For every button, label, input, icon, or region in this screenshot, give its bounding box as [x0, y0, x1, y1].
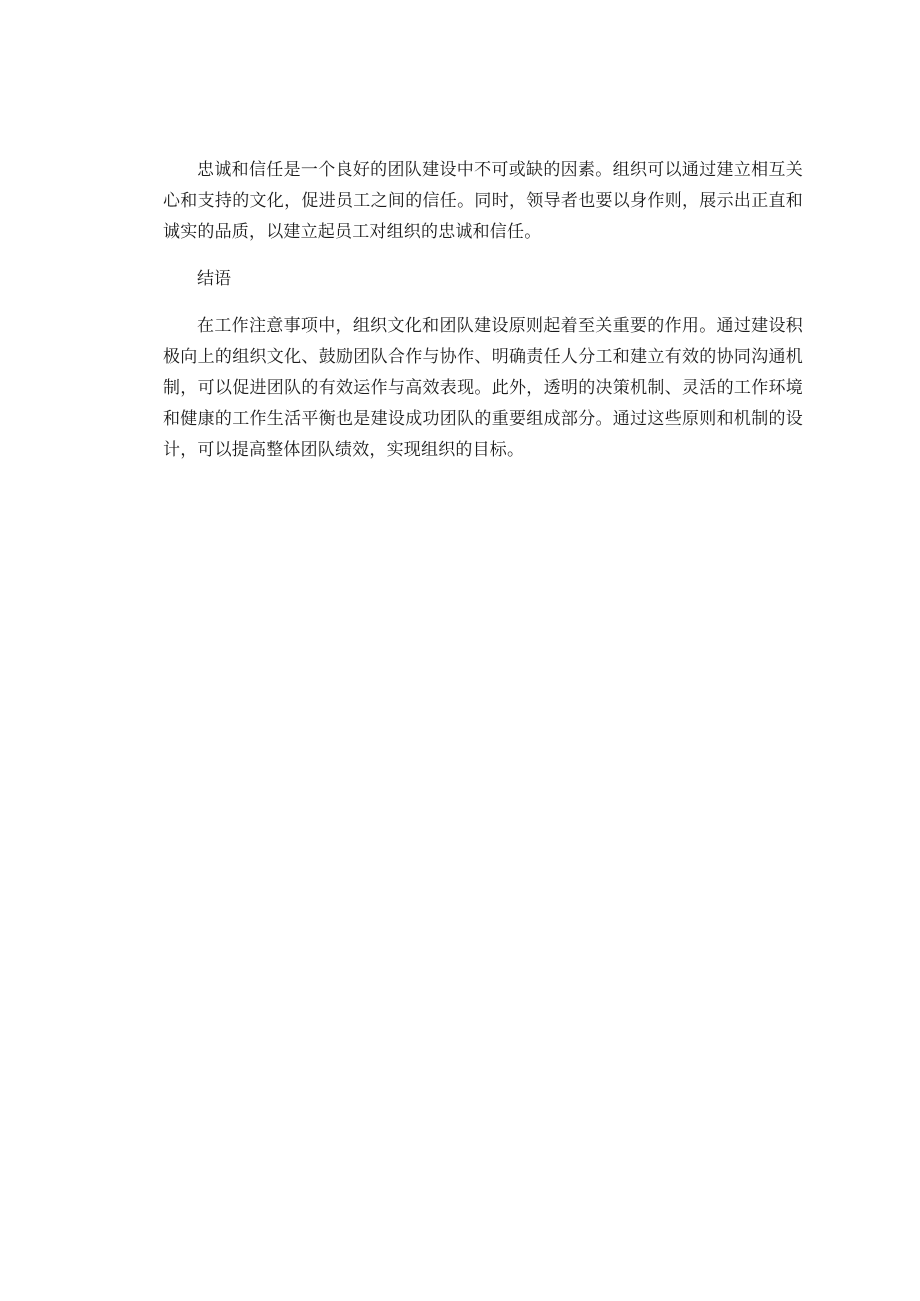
- section-heading-conclusion: 结语: [197, 269, 231, 289]
- paragraph-conclusion: 在工作注意事项中，组织文化和团队建设原则起着至关重要的作用。通过建设积极向上的组织文化、鼓励团队合作与协作、明确责任人分工和建立有效的协同沟通机制，可以促进团队的有效运作与高效表现。此外，透明的决策机制、灵活的工作环境和健康的工作生活平衡也是建设成功团队的重要组成部分。通过这些原则和机制的设计，可以提高整体团队绩效，实现组织的目标。: [163, 316, 803, 460]
- document-body: [163, 155, 803, 482]
- paragraph-loyalty-trust: 忠诚和信任是一个良好的团队建设中不可或缺的因素。组织可以通过建立相互关心和支持的文化，促进员工之间的信任。同时，领导者也要以身作则，展示出正直和诚实的品质，以建立起员工对组织的忠诚和信任。: [163, 160, 803, 242]
